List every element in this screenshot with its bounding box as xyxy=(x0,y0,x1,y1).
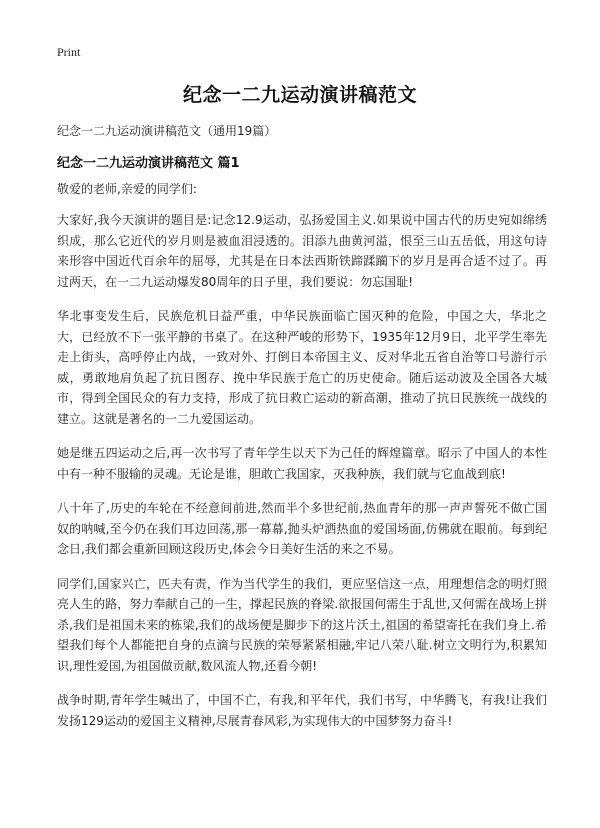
greeting: 敬爱的老师,亲爱的同学们: xyxy=(57,182,197,196)
paragraph: 八十年了,历史的车轮在不经意间前进,然而半个多世纪前,热血青年的那一声声誓死不做亡国奴的呐喊,至今仍在我们耳边回荡,那一幕幕,抛头炉洒热血的爱国场面,仿佛就在眼前。每到纪念日,我们都会重新回顾这段历史,体会今日美好生活的来之不易。 xyxy=(57,501,547,556)
speech-body xyxy=(57,210,547,745)
paragraph: 战争时期,青年学生喊出了，中国不亡，有我,和平年代，我们书写，中华腾飞，有我!让我们发扬129运动的爱国主义精神,尽展青春风彩,为实现伟大的中国梦努力奋斗! xyxy=(57,693,547,728)
print-link[interactable]: Print xyxy=(57,45,81,59)
page-title: 纪念一二九运动演讲稿范文 xyxy=(182,84,417,106)
paragraph: 同学们,国家兴亡，匹夫有责，作为当代学生的我们，更应坚信这一点，用理想信念的明灯照亮人生的路，努力奉献自己的一生，撑起民族的脊梁.欲报国何需生于乱世,又何需在战场上拼杀,我们是祖国未来的栋梁,我们的战场便是脚步下的这片沃土,祖国的希望寄托在我们身上.希望我们每个人都能把自身的点滴与民族的荣辱紧紧相融,牢记八荣八耻.树立文明行为,积累知识,理性爱国,为祖国做贡献,数风流人物,还看今朝! xyxy=(57,576,547,673)
paragraph: 大家好,我今天演讲的题目是:记念12.9运动，弘扬爱国主义.如果说中国古代的历史宛如绵绣织成，那么它近代的岁月则是被血泪浸透的。泪添九曲黄河溢，恨至三山五岳低，用这句诗来形容中国近代百余年的屈辱，尤其是在日本法西斯铁蹄蹂躏下的岁月是再合适不过了。再过两天，在一二九运动爆发80周年的日子里，我们要说：勿忘国耻! xyxy=(57,213,547,289)
section-heading: 纪念一二九运动演讲稿范文 篇1 xyxy=(57,156,240,171)
paragraph: 她是继五四运动之后,再一次书写了青年学生以天下为己任的辉煌篇章。昭示了中国人的本性中有一种不服输的灵魂。无论是谁，胆敢亡我国家，灭我种族，我们就与它血战到底! xyxy=(57,446,547,481)
document-subtitle: 纪念一二九运动演讲稿范文（通用19篇） xyxy=(57,124,277,138)
paragraph: 华北事变发生后，民族危机日益严重，中华民族面临亡国灭种的危险，中国之大，华北之大，已经放不下一张平静的书桌了。在这种严峻的形势下，1935年12月9日，北平学生率先走上街头，高呼停止内战，一致对外、打倒日本帝国主义、反对华北五省自治等口号游行示威，勇敢地肩负起了抗日图存、挽中华民族于危亡的历史使命。随后运动波及全国各大城市，得到全国民众的有力支持，形成了抗日救亡运动的新高潮，推动了抗日民族统一战线的建立。这就是著名的一二九爱国运动。 xyxy=(57,309,547,426)
